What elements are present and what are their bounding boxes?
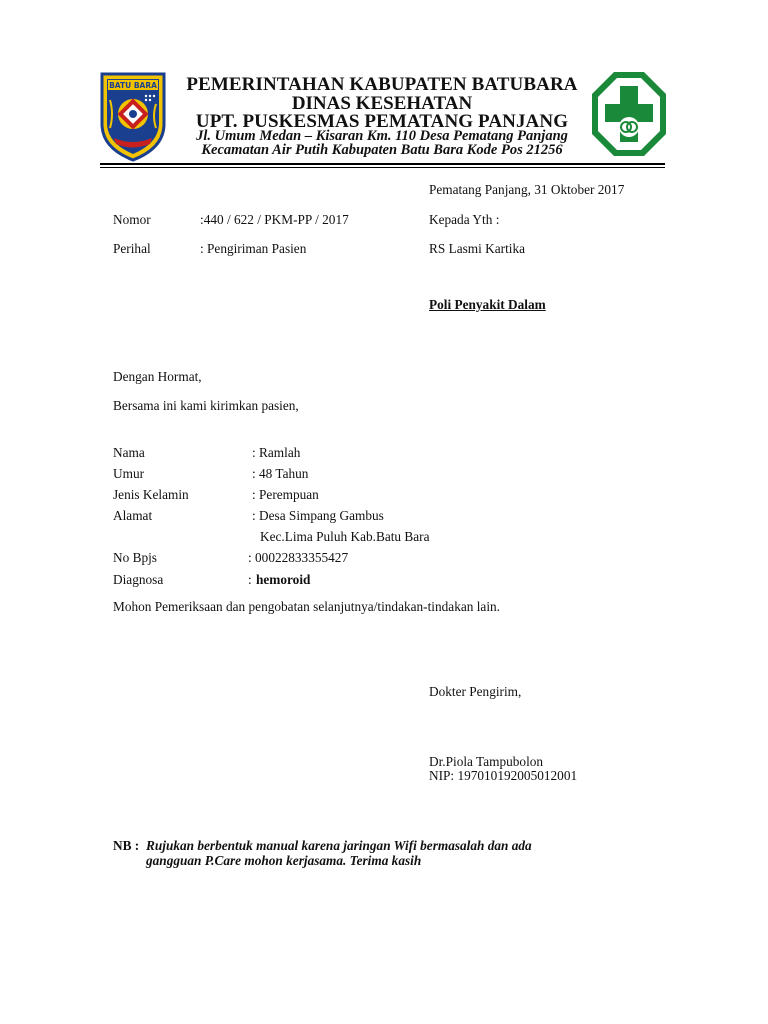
letterhead-government: PEMERINTAHAN KABUPATEN BATUBARA [186,74,578,95]
greeting: Dengan Hormat, [113,369,202,384]
patient-value: : Ramlah [252,445,301,460]
intro-text: Bersama ini kami kirimkan pasien, [113,398,299,413]
poli-name: Poli Penyakit Dalam [429,297,546,312]
patient-label: Nama [113,445,145,460]
perihal-value: : Pengiriman Pasien [200,241,307,256]
patient-value: : Desa Simpang Gambus [252,508,384,523]
request-text: Mohon Pemeriksaan dan pengobatan selanjutnya/tindakan-tindakan lain. [113,599,500,614]
letterhead-address-line2: Kecamatan Air Putih Kabupaten Batu Bara Kode Pos 21256 [201,142,563,158]
letterhead-department: DINAS KESEHATAN [291,93,473,114]
patient-label: No Bpjs [113,550,157,565]
perihal-label: Perihal [113,241,151,256]
sender-title: Dokter Pengirim, [429,684,522,699]
letterhead-divider [100,163,665,165]
kepada-label: Kepada Yth : [429,212,500,227]
nomor-label: Nomor [113,212,151,227]
patient-value: : 48 Tahun [252,466,309,481]
nb-line1: Rujukan berbentuk manual karena jaringan Wifi bermasalah dan ada [146,838,532,853]
nomor-value: :440 / 622 / PKM-PP / 2017 [200,212,349,227]
patient-label: Jenis Kelamin [113,487,189,502]
patient-value: Kec.Lima Puluh Kab.Batu Bara [260,529,430,544]
patient-label: Diagnosa [113,572,164,587]
patient-value-prefix: : [248,572,252,587]
patient-label: Alamat [113,508,153,523]
nb-line2: gangguan P.Care mohon kerjasama. Terima kasih [146,853,422,868]
nb-label: NB : [113,838,140,853]
patient-value: : 00022833355427 [248,550,349,565]
patient-value: : Perempuan [252,487,319,502]
letterhead-divider-thin [100,167,665,168]
place-date: Pematang Panjang, 31 Oktober 2017 [429,182,625,197]
letterhead-puskesmas: UPT. PUSKESMAS PEMATANG PANJANG [195,111,569,132]
patient-label: Umur [113,466,145,481]
batu-bara-emblem-icon [96,70,170,162]
letterhead-address-line1: Jl. Umum Medan – Kisaran Km. 110 Desa Pematang Panjang [196,128,568,144]
diagnosis-value: hemoroid [256,572,311,587]
doctor-name: Dr.Piola Tampubolon [429,754,544,769]
recipient: RS Lasmi Kartika [429,241,526,256]
doctor-nip: NIP: 197010192005012001 [429,768,578,783]
emblem-text: BATU BARA [109,81,157,90]
